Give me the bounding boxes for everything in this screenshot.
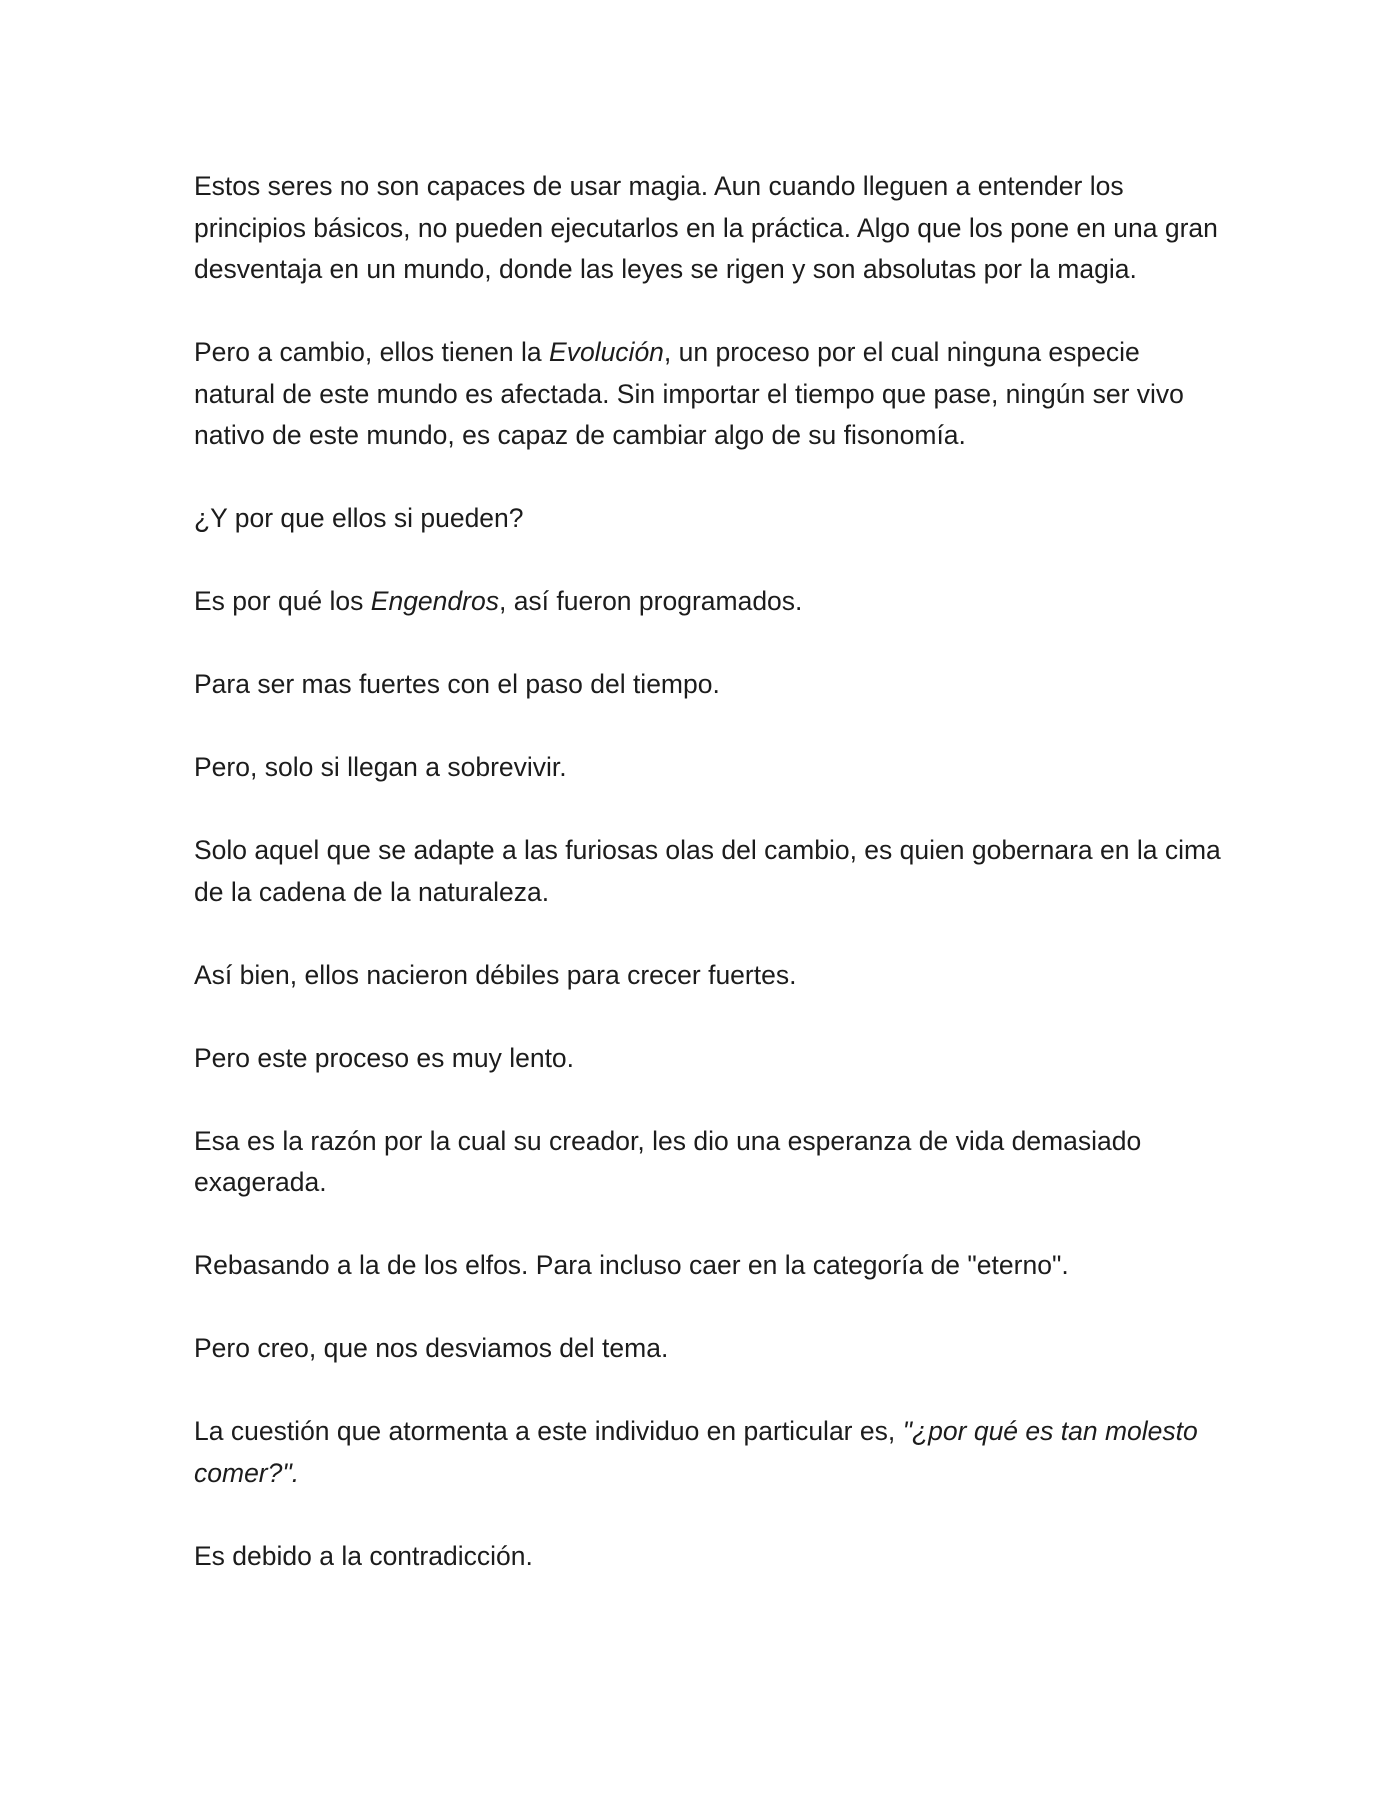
paragraph — [194, 498, 1224, 540]
paragraph — [194, 1411, 1224, 1494]
paragraph-text: Solo aquel que se adapte a las furiosas olas del cambio, es quien gobernara en la cima de la cadena de la naturaleza. — [194, 835, 1221, 907]
paragraph — [194, 581, 1224, 623]
paragraph-text: Rebasando a la de los elfos. Para incluso caer en la categoría de "eterno". — [194, 1250, 1069, 1280]
paragraph-text: Así bien, ellos nacieron débiles para crecer fuertes. — [194, 959, 797, 990]
paragraph-text: Para ser mas fuertes con el paso del tiempo. — [194, 669, 720, 699]
paragraph-text: Pero este proceso es muy lento. — [194, 1042, 575, 1073]
paragraph-text: Es debido a la contradicción. — [194, 1540, 533, 1571]
paragraph-text: Pero, solo si llegan a sobrevivir. — [194, 752, 567, 782]
paragraph — [194, 1121, 1224, 1204]
paragraph — [194, 830, 1224, 913]
paragraph — [194, 1245, 1224, 1287]
italic-term-evolucion: Evolución — [549, 337, 664, 367]
italic-term-engendros: Engendros — [370, 586, 499, 616]
paragraph — [194, 332, 1224, 457]
paragraph-text: La cuestión que atormenta a este individuo en particular es, — [194, 1416, 903, 1446]
paragraph-text: Estos seres no son capaces de usar magia. Aun cuando lleguen a entender los principios básicos, no pueden ejecutarlos en la práctica. Algo que los pone en una gran desventaja en un mundo, donde las leyes se rigen y son absolutas por la magia. — [194, 171, 1218, 284]
paragraph-text: Pero creo, que nos desviamos del tema. — [194, 1333, 669, 1363]
paragraph — [194, 747, 1224, 789]
paragraph-text: , un proceso por el cual ninguna especie natural de este mundo es afectada. Sin importar el tiempo que pase, ningún ser vivo nativo de este mundo, es capaz de cambiar algo de su fisonomía. — [194, 337, 1184, 450]
document-body — [194, 166, 1224, 1577]
paragraph-text: , así fueron programados. — [498, 586, 803, 616]
paragraph — [194, 1038, 1224, 1080]
paragraph — [194, 1328, 1224, 1370]
italic-quote: "¿por qué es tan molesto comer?". — [194, 1416, 1198, 1488]
paragraph — [194, 664, 1224, 706]
paragraph — [194, 166, 1224, 291]
paragraph — [194, 1536, 1224, 1578]
paragraph-text: Pero a cambio, ellos tienen la — [194, 337, 550, 367]
paragraph — [194, 955, 1224, 997]
paragraph-text: ¿Y por que ellos si pueden? — [194, 503, 524, 533]
paragraph-text: Es por qué los — [194, 586, 371, 616]
paragraph-text: Esa es la razón por la cual su creador, les dio una esperanza de vida demasiado exagerada. — [194, 1125, 1142, 1197]
